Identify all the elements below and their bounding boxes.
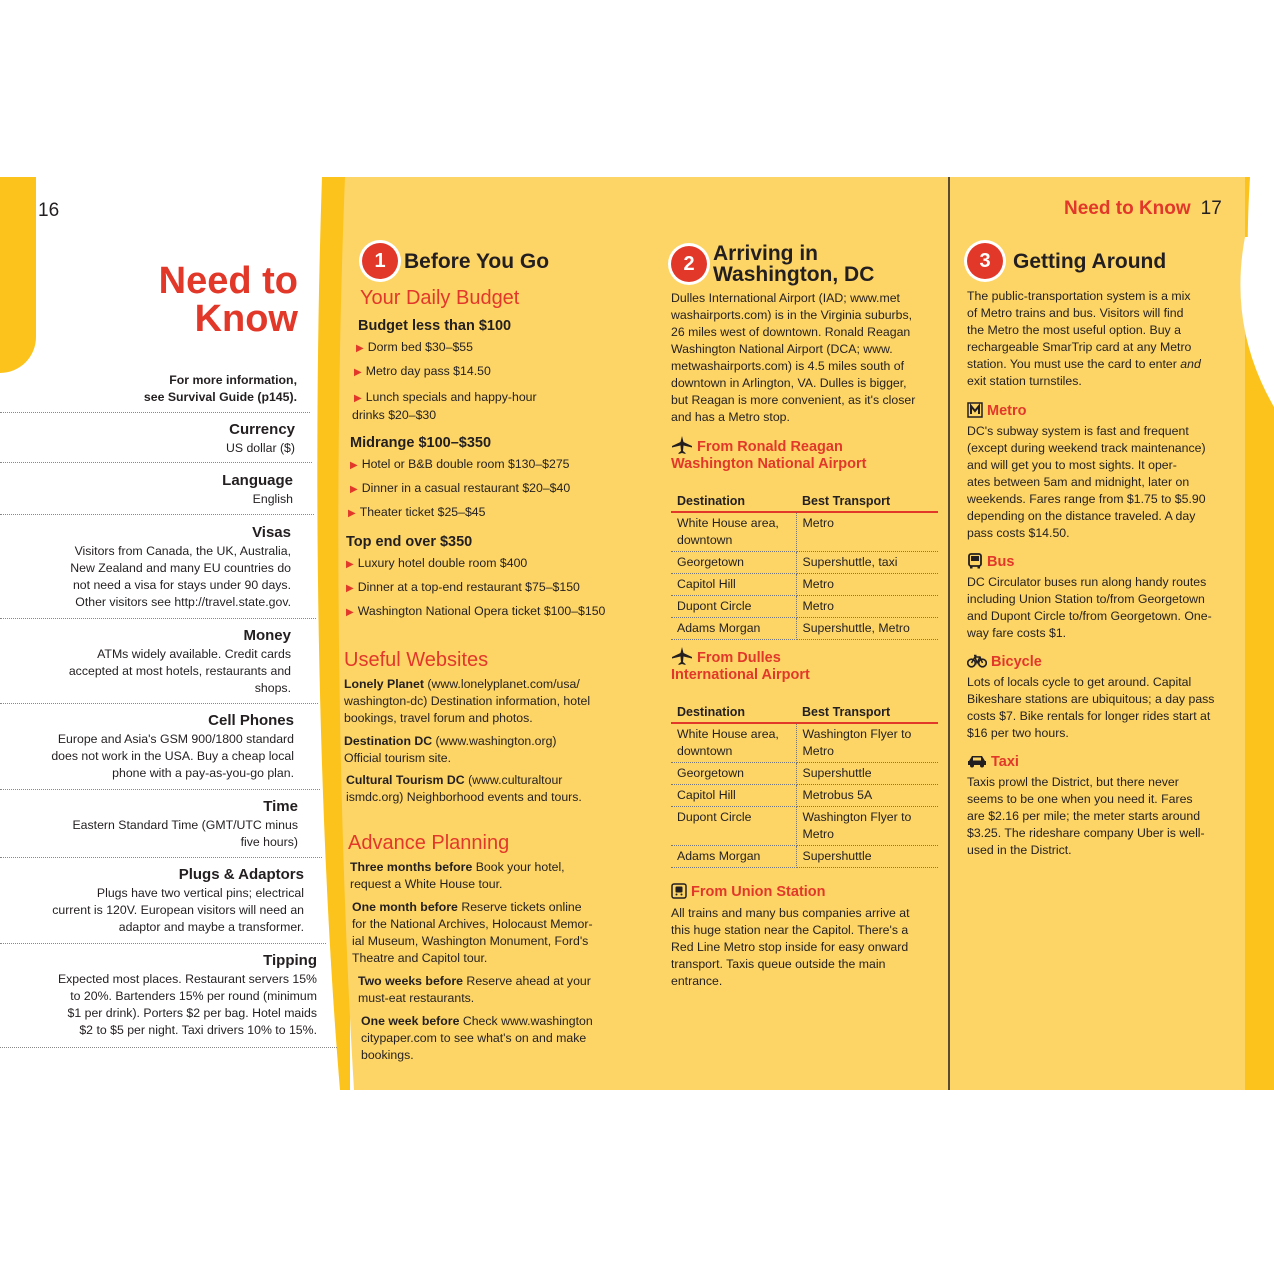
planning-text: ial Museum, Washington Monument, Ford's: [352, 934, 589, 948]
dots-8: [0, 943, 326, 944]
planning-text: Reserve tickets online: [457, 900, 582, 914]
page-number-right: 17: [1200, 198, 1222, 219]
info-text: five hours): [240, 835, 298, 849]
budget-item: [346, 552, 624, 576]
arriving-intro: [671, 290, 941, 426]
table-header-row: [671, 492, 938, 512]
cell-destination: Dupont Circle: [671, 596, 796, 618]
mode-heading-text: Taxi: [991, 754, 1019, 770]
dots-9: [0, 1047, 337, 1048]
website-text: (www.culturaltour: [464, 773, 563, 787]
mode-bicycle: [967, 654, 1232, 742]
page-title: [78, 262, 298, 338]
info-visas: [0, 523, 291, 611]
cell-transport: Supershuttle: [796, 846, 938, 868]
triangle-bullet-icon: ▶: [346, 559, 354, 570]
col-best-transport: Best Transport: [796, 703, 938, 723]
mode-heading: [967, 403, 1232, 420]
info-text: not need a visa for stays under 90 days.: [72, 578, 291, 592]
more-info-note: [144, 372, 297, 406]
train-icon: [671, 883, 687, 899]
cell-transport: Metrobus 5A: [796, 785, 938, 807]
section-2-heading: [671, 243, 941, 285]
intro-line: metwashairports.com) is 4.5 miles south of: [671, 359, 905, 373]
mode-line: DC's subway system is fast and frequent: [967, 424, 1189, 438]
section-number-badge: 1: [362, 243, 398, 279]
useful-websites-title: Useful Websites: [344, 649, 489, 671]
planning-text: request a White House tour.: [350, 877, 503, 891]
triangle-bullet-icon: ▶: [354, 393, 362, 404]
triangle-bullet-icon: ▶: [354, 367, 362, 378]
dots-7: [0, 857, 322, 858]
triangle-bullet-icon: ▶: [346, 607, 354, 618]
website-name: Lonely Planet: [344, 677, 424, 691]
budget-item: [350, 453, 624, 477]
table-row: [671, 807, 938, 846]
budget-item-text: Metro day pass $14.50: [365, 364, 491, 378]
budget-item-text: Lunch specials and happy-hour: [365, 390, 537, 404]
budget-heading: Budget less than $100: [358, 318, 512, 334]
cell-transport: Supershuttle, taxi: [796, 552, 938, 574]
mode-heading: [967, 554, 1232, 571]
table-row: [671, 552, 938, 574]
info-text: adaptor and maybe a transformer.: [118, 920, 304, 934]
budget-heading: Top end over $350: [346, 534, 473, 550]
table-row: [671, 763, 938, 785]
intro-line-text: station. You must use the card to enter: [967, 357, 1181, 371]
intro-line: the Metro the most useful option. Buy a: [967, 323, 1181, 337]
dots-5: [0, 703, 318, 704]
intro-line: exit station turnstiles.: [967, 374, 1082, 388]
dulles-heading-line1: From Dulles: [697, 650, 781, 666]
union-heading: [671, 884, 941, 901]
section-3-heading: [967, 243, 1232, 279]
mode-line: (except during weekend track maintenance): [967, 441, 1206, 455]
mode-line: and will get you to most sights. It oper-: [967, 458, 1177, 472]
section-number-badge: 2: [671, 246, 707, 282]
mode-taxi: [967, 754, 1232, 859]
more-info-line2: see Survival Guide (p145).: [143, 390, 297, 404]
mode-line: $3.25. The rideshare company Uber is well-: [967, 826, 1205, 840]
planning-text: for the National Archives, Holocaust Memor-: [352, 917, 593, 931]
intro-line: washairports.com) is in the Virginia suburbs,: [671, 308, 913, 322]
mode-line: weekends. Fares range from $1.75 to $5.90: [967, 492, 1206, 506]
metro-icon: [967, 402, 983, 418]
info-currency: [0, 420, 295, 457]
mode-line: ates between 5am and midnight, later on: [967, 475, 1190, 489]
running-head-title: Need to Know: [1064, 198, 1191, 219]
info-text: accepted at most hotels, restaurants and: [68, 664, 291, 678]
mode-line: costs $7. Bike rentals for longer rides start at: [967, 709, 1211, 723]
running-head: [1064, 198, 1222, 220]
table-row: [671, 512, 938, 552]
planning-item: [352, 899, 624, 967]
budget-item: [354, 389, 624, 407]
triangle-bullet-icon: ▶: [356, 343, 364, 354]
planning-text: bookings.: [361, 1048, 414, 1062]
info-text: English: [252, 492, 293, 506]
cell-destination: White House area, downtown: [671, 512, 796, 552]
planning-when: Two weeks before: [358, 974, 464, 988]
triangle-bullet-icon: ▶: [348, 508, 356, 519]
planning-text: Theatre and Capitol tour.: [352, 951, 488, 965]
union-text: [671, 905, 941, 990]
info-language: [0, 471, 293, 508]
budget-item-text: Theater ticket $25–$45: [359, 505, 486, 519]
info-heading: Tipping: [263, 952, 317, 969]
dots-3: [0, 514, 314, 515]
mode-metro: [967, 403, 1232, 542]
intro-line: downtown in Arlington, VA. Dulles is bigger,: [671, 376, 907, 390]
reagan-heading-line2: Washington National Airport: [671, 456, 867, 472]
website-text: ismdc.org) Neighborhood events and tours.: [346, 790, 582, 804]
cell-destination: Georgetown: [671, 763, 796, 785]
table-row: [671, 723, 938, 763]
info-text: to 20%. Bartenders 15% per round (minimum: [70, 989, 317, 1003]
planning-text: Book your hotel,: [472, 860, 565, 874]
dulles-heading-line2: International Airport: [671, 667, 810, 683]
mode-heading-text: Bicycle: [991, 654, 1042, 670]
intro-line: [967, 356, 1232, 373]
mode-line: Lots of locals cycle to get around. Capital: [967, 675, 1192, 689]
website-text: (www.lonelyplanet.com/usa/: [423, 677, 580, 691]
mode-line: Bikeshare stations are ubiquitous; a day pass: [967, 692, 1215, 706]
mode-heading: [967, 654, 1232, 671]
dots-2: [0, 462, 312, 463]
section-getting-around: [967, 243, 1232, 859]
info-heading: Plugs & Adaptors: [178, 866, 304, 883]
mode-line: pass costs $14.50.: [967, 526, 1070, 540]
budget-item: [356, 336, 624, 360]
info-text: Visitors from Canada, the UK, Australia,: [74, 544, 291, 558]
info-text: New Zealand and many EU countries do: [70, 561, 291, 575]
budget-item-text: Washington National Opera ticket $100–$150: [357, 604, 606, 618]
reagan-heading-line1: From Ronald Reagan: [697, 439, 843, 455]
triangle-bullet-icon: ▶: [350, 484, 358, 495]
budget-item-text: Dinner at a top-end restaurant $75–$150: [357, 580, 580, 594]
intro-line: rechargeable SmarTrip card at any Metro: [967, 340, 1192, 354]
section-before-you-go: [344, 243, 624, 1064]
section-title-line2: Washington, DC: [713, 263, 875, 286]
info-text: Europe and Asia's GSM 900/1800 standard: [57, 732, 294, 746]
budget-group-top: [346, 532, 624, 624]
taxi-icon: [967, 754, 987, 768]
dulles-transport-table: [671, 703, 938, 868]
budget-item: [346, 600, 624, 624]
website-item: [344, 676, 624, 727]
cell-transport: Metro: [796, 574, 938, 596]
info-text: current is 120V. European visitors will need an: [52, 903, 304, 917]
section-1-heading: [362, 243, 624, 279]
budget-item-text: Luxury hotel double room $400: [357, 556, 528, 570]
mode-line: DC Circulator buses run along handy routes: [967, 575, 1207, 589]
advance-planning-title: Advance Planning: [348, 832, 510, 854]
mode-line: Taxis prowl the District, but there never: [967, 775, 1179, 789]
info-text: Expected most places. Restaurant servers 15%: [57, 972, 317, 986]
info-text: $2 to $5 per night. Taxi drivers 10% to 15%.: [79, 1023, 317, 1037]
section-title: [713, 243, 874, 285]
info-text: US dollar ($): [225, 441, 295, 455]
planning-text: Reserve ahead at your: [463, 974, 591, 988]
intro-italic: and: [1180, 357, 1201, 371]
planning-text: must-eat restaurants.: [358, 991, 475, 1005]
mode-line: and Dupont Circle to/from Georgetown. One-: [967, 609, 1212, 623]
dulles-heading: [671, 650, 941, 684]
cell-transport: Washington Flyer to Metro: [796, 723, 938, 763]
budget-group-low: [352, 316, 624, 424]
section-title-line1: Arriving in: [713, 242, 819, 265]
cell-destination: Adams Morgan: [671, 618, 796, 640]
mode-line: including Union Station to/from Georgetown: [967, 592, 1205, 606]
budget-item-text: Dorm bed $30–$55: [367, 340, 473, 354]
info-text: phone with a pay-as-you-go plan.: [112, 766, 294, 780]
info-text: Plugs have two vertical pins; electrical: [96, 886, 304, 900]
cell-transport: Metro: [796, 596, 938, 618]
info-time: [0, 797, 298, 851]
planning-text: citypaper.com to see what's on and make: [361, 1031, 587, 1045]
airplane-icon: [671, 436, 693, 454]
info-heading: Visas: [252, 524, 291, 541]
cell-transport: Metro: [796, 512, 938, 552]
page-title-line2: Know: [194, 298, 298, 340]
mode-heading-text: Metro: [987, 403, 1027, 419]
bus-icon: [967, 553, 983, 569]
planning-item: [350, 859, 624, 893]
dots-6: [0, 789, 320, 790]
website-text: bookings, travel forum and photos.: [344, 711, 533, 725]
triangle-bullet-icon: ▶: [350, 460, 358, 471]
website-text: (www.washington.org): [432, 734, 557, 748]
info-heading: Currency: [229, 421, 295, 438]
mode-line: $16 per two hours.: [967, 726, 1069, 740]
website-item: [346, 772, 624, 806]
info-text: does not work in the USA. Buy a cheap local: [51, 749, 294, 763]
cell-destination: Dupont Circle: [671, 807, 796, 846]
info-cell-phones: [0, 711, 294, 782]
cell-transport: Washington Flyer to Metro: [796, 807, 938, 846]
info-text: $1 per drink). Porters $2 per bag. Hotel maids: [67, 1006, 317, 1020]
planning-when: One week before: [361, 1014, 460, 1028]
cell-destination: Adams Morgan: [671, 846, 796, 868]
bicycle-icon: [967, 654, 987, 668]
info-heading: Time: [263, 798, 298, 815]
planning-item: [361, 1013, 624, 1064]
mode-line: way fare costs $1.: [967, 626, 1067, 640]
page-number-left: 16: [38, 200, 60, 221]
budget-item: [346, 576, 624, 600]
budget-item-text: Dinner in a casual restaurant $20–$40: [361, 481, 571, 495]
cell-transport: Supershuttle, Metro: [796, 618, 938, 640]
planning-text: Check www.washington: [459, 1014, 593, 1028]
reagan-transport-table: [671, 492, 938, 640]
info-text: Other visitors see http://travel.state.gov.: [75, 595, 291, 609]
more-info-line1: For more information,: [169, 373, 297, 387]
table-header-row: [671, 703, 938, 723]
table-row: [671, 596, 938, 618]
website-text: Official tourism site.: [344, 751, 452, 765]
intro-line: Washington National Airport (DCA; www.: [671, 342, 893, 356]
cell-transport: Supershuttle: [796, 763, 938, 785]
mode-line: seems to be one when you need it. Fares: [967, 792, 1193, 806]
budget-item: [348, 501, 624, 525]
union-heading-text: From Union Station: [691, 884, 826, 900]
union-line: transport. Taxis queue outside the main: [671, 957, 886, 971]
col-destination: Destination: [671, 703, 796, 723]
website-item: [344, 733, 624, 767]
mode-heading: [967, 754, 1232, 771]
budget-item-text: Hotel or B&B double room $130–$275: [361, 457, 570, 471]
cell-destination: Capitol Hill: [671, 574, 796, 596]
planning-when: One month before: [352, 900, 458, 914]
intro-line: Dulles International Airport (IAD; www.met: [671, 291, 900, 305]
dots-1: [0, 412, 310, 413]
info-money: [0, 626, 291, 697]
website-text: washington-dc) Destination information, hotel: [344, 694, 591, 708]
mode-heading-text: Bus: [987, 554, 1015, 570]
union-line: All trains and many bus companies arrive at: [671, 906, 910, 920]
airplane-icon: [671, 647, 693, 665]
daily-budget-title: Your Daily Budget: [360, 287, 520, 309]
section-title: Getting Around: [1013, 249, 1167, 273]
budget-item: [354, 360, 624, 384]
planning-when: Three months before: [350, 860, 473, 874]
info-plugs: [0, 865, 304, 936]
info-tipping: [0, 951, 317, 1039]
website-name: Destination DC: [344, 734, 433, 748]
mode-line: used in the District.: [967, 843, 1072, 857]
reagan-heading: [671, 439, 941, 473]
page-title-line1: Need to: [158, 260, 298, 302]
table-row: [671, 846, 938, 868]
cell-destination: Georgetown: [671, 552, 796, 574]
intro-line: and has a Metro stop.: [671, 410, 790, 424]
mode-line: are $2.16 per mile; the meter starts around: [967, 809, 1201, 823]
union-line: this huge station near the Capitol. There's a: [671, 923, 909, 937]
section-title: Before You Go: [404, 249, 550, 273]
info-text: shops.: [254, 681, 291, 695]
info-text: Eastern Standard Time (GMT/UTC minus: [72, 818, 298, 832]
intro-line: of Metro trains and bus. Visitors will find: [967, 306, 1184, 320]
section-arriving: [671, 243, 941, 990]
info-heading: Cell Phones: [208, 712, 294, 729]
union-line: entrance.: [671, 974, 723, 988]
planning-item: [358, 973, 624, 1007]
budget-item: [350, 477, 624, 501]
col-best-transport: Best Transport: [796, 492, 938, 512]
website-name: Cultural Tourism DC: [346, 773, 465, 787]
getting-intro: [967, 288, 1232, 390]
table-row: [671, 618, 938, 640]
budget-item-cont: drinks $20–$30: [352, 408, 437, 422]
info-heading: Language: [222, 472, 293, 489]
info-text: ATMs widely available. Credit cards: [97, 647, 291, 661]
col-destination: Destination: [671, 492, 796, 512]
table-row: [671, 574, 938, 596]
dots-4: [0, 618, 316, 619]
budget-heading: Midrange $100–$350: [350, 435, 492, 451]
budget-group-mid: [350, 433, 624, 525]
intro-line: but Reagan is more convenient, as it's closer: [671, 393, 916, 407]
mode-bus: [967, 554, 1232, 642]
cell-destination: White House area, downtown: [671, 723, 796, 763]
intro-line: The public-transportation system is a mix: [967, 289, 1191, 303]
table-row: [671, 785, 938, 807]
union-line: Red Line Metro stop inside for easy onward: [671, 940, 909, 954]
intro-line: 26 miles west of downtown. Ronald Reagan: [671, 325, 911, 339]
cell-destination: Capitol Hill: [671, 785, 796, 807]
triangle-bullet-icon: ▶: [346, 583, 354, 594]
section-number-badge: 3: [967, 243, 1003, 279]
info-heading: Money: [243, 627, 291, 644]
mode-line: depending on the distance traveled. A day: [967, 509, 1196, 523]
